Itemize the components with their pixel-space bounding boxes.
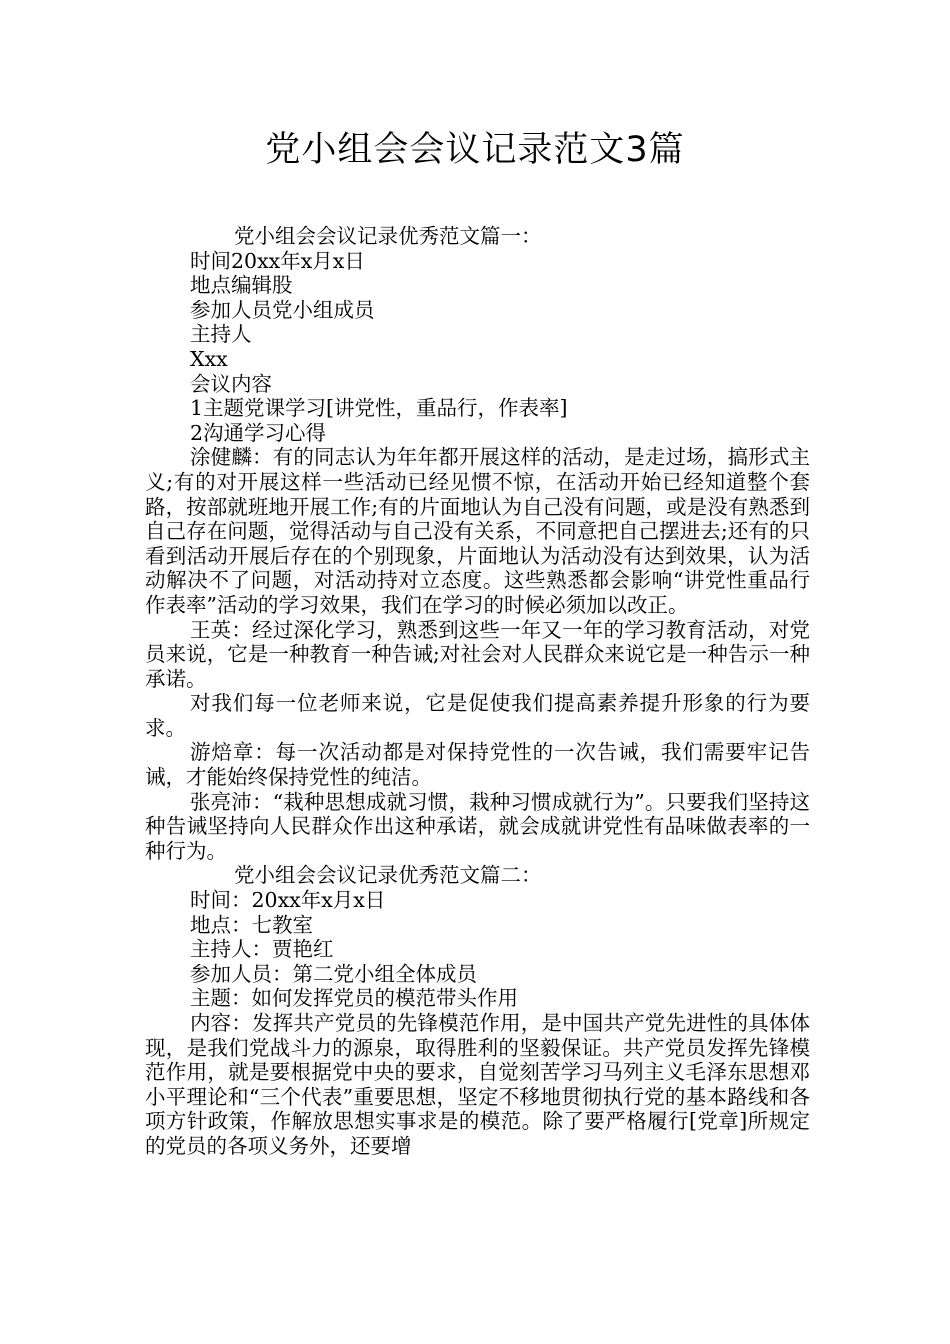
document-body [145, 224, 810, 1159]
section1-item-1: 1主题党课学习[讲党性，重品行，作表率] [190, 396, 568, 421]
paragraph-tu: 涂健麟：有的同志认为年年都开展这样的活动，是走过场，搞形式主义;有的对开展这样一些活动已经见惯不惊，在活动开始已经知道整个套路，按部就班地开展工作;有的片面地认为自己没有问题，或是没有熟悉到自己存在问题，觉得活动与自己没有关系，不同意把自己摆进去;还有的只看到活动开展后存在的个别现象，片面地认为活动没有达到效果，认为活动解决不了问题，对活动持对立态度。这些熟悉都会影响“讲党性重品行作表率”活动的学习效果，我们在学习的时候必须加以改正。 [145, 445, 810, 617]
section1-item-2: 2沟通学习心得 [190, 420, 327, 445]
section1-place: 地点编辑股 [190, 273, 293, 298]
paragraph-teacher: 对我们每一位老师来说，它是促使我们提高素养提升形象的行为要求。 [145, 691, 810, 740]
section2-place: 地点：七教室 [190, 912, 313, 937]
section1-time: 时间20xx年x月x日 [190, 248, 365, 273]
document-title: 党小组会会议记录范文3篇 [265, 130, 685, 170]
section1-heading: 党小组会会议记录优秀范文篇一： [234, 224, 542, 248]
paragraph-wang: 王英：经过深化学习，熟悉到这些一年又一年的学习教育活动，对党员来说，它是一种教育一种告诫;对社会对人民群众来说它是一种告示一种承诺。 [145, 617, 810, 691]
section2-topic: 主题：如何发挥党员的模范带头作用 [190, 986, 518, 1011]
section2-heading: 党小组会会议记录优秀范文篇二： [234, 863, 542, 888]
section2-content: 内容：发挥共产党员的先锋模范作用，是中国共产党先进性的具体体现，是我们党战斗力的源泉，取得胜利的坚毅保证。共产党员发挥先锋模范作用，就是要根据党中央的要求，自觉刻苦学习马列主义毛泽东思想邓小平理论和“三个代表”重要思想，坚定不移地贯彻执行党的基本路线和各项方针政策，作解放思想实事求是的模范。除了要严格履行[党章]所规定的党员的各项义务外，还要增 [145, 1011, 810, 1158]
section2-attendees: 参加人员：第二党小组全体成员 [190, 961, 477, 986]
section1-host-label: 主持人 [190, 322, 252, 347]
paragraph-you: 游焙章：每一次活动都是对保持党性的一次告诫，我们需要牢记告诫，才能始终保持党性的纯洁。 [145, 740, 810, 790]
section1-host-name: Xxx [190, 346, 228, 371]
section2-host: 主持人：贾艳红 [190, 937, 334, 962]
section1-attendees: 参加人员党小组成员 [190, 297, 375, 322]
paragraph-zhang: 张亮沛：“栽种思想成就习惯，栽种习惯成就行为”。只要我们坚持这种告诫坚持向人民群众作出这种承诺，就会成就讲党性有品味做表率的一种行为。 [145, 789, 810, 863]
section2-time: 时间：20xx年x月x日 [190, 888, 386, 913]
section1-content-label: 会议内容 [190, 371, 272, 396]
